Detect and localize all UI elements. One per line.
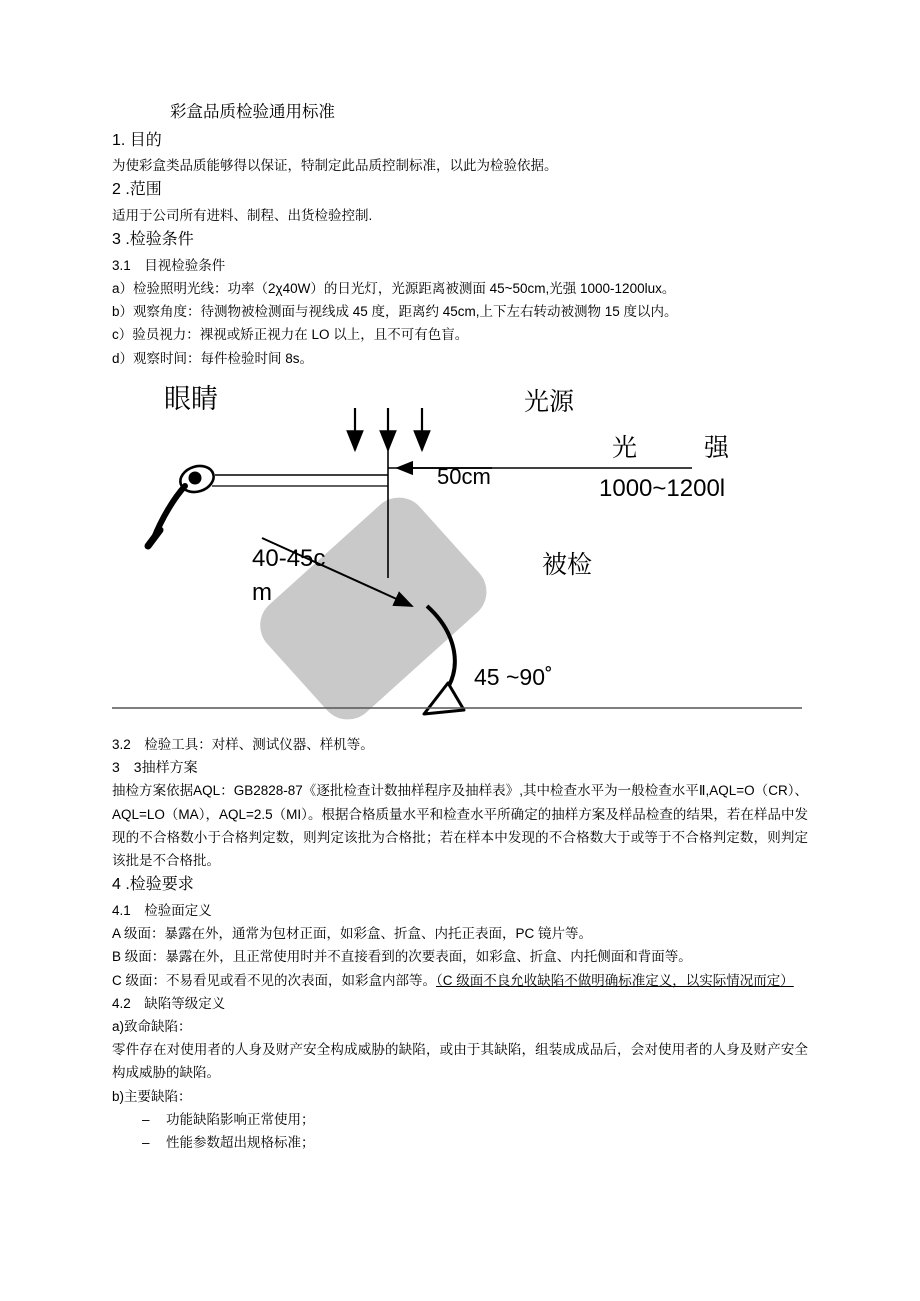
grade-c-line — [112, 969, 808, 992]
svg-text:1000~1200l: 1000~1200l — [599, 474, 726, 502]
svg-text:光: 光 — [612, 433, 638, 462]
grade-c-note: （C 级面不良允收缺陷不做明确标准定义，以实际情况而定） — [436, 972, 794, 988]
page-title: 彩盒品质检验通用标准 — [170, 103, 335, 121]
condition-line-d: d）观察时间：每件检验时间 8s。 — [112, 350, 314, 366]
defect-critical-label: a)致命缺陷： — [112, 1019, 192, 1035]
svg-text:50cm: 50cm — [437, 463, 491, 489]
sampling-paragraph: 抽检方案依据AQL：GB2828-87《逐批检查计数抽样程序及抽样表》,其中检查水平为一般检查水平Ⅱ,AQL=O（CR）、AQL=LO（MA），AQL=2.5（MI）。根据合格质量水平和检查水平所确定的抽样方案及样品检查的结果，若在样品中发现的不合格数小于合格判定数，则判定该批为合格批；若在样本中发现的不合格数大于或等于不合格判定数，则判定该批是不合格批。 — [112, 783, 808, 869]
svg-text:40-45c: 40-45c — [252, 544, 326, 572]
subsection-4-1-heading: 4.1 检验面定义 — [112, 902, 212, 918]
svg-text:眼睛: 眼睛 — [164, 383, 218, 414]
section-2-paragraph: 适用于公司所有进料、制程、出货检验控制. — [112, 207, 373, 223]
subsection-3-1-heading: 3.1 目视检验条件 — [112, 257, 226, 273]
condition-line-b: b）观察角度：待测物被检测面与视线成 45 度，距离约 45cm,上下左右转动被测物 15 度以内。 — [112, 304, 678, 320]
svg-text:45 ~90˚: 45 ~90˚ — [474, 663, 553, 690]
subsection-4-2-heading: 4.2 缺陷等级定义 — [112, 995, 226, 1011]
condition-line-c: c）验员视力：裸视或矫正视力在 LO 以上，且不可有色盲。 — [112, 327, 469, 343]
grade-c-text: C 级面：不易看见或看不见的次表面，如彩盒内部等。 — [112, 972, 436, 988]
sampling-heading: 3 3抽样方案 — [112, 759, 198, 776]
svg-text:强: 强 — [704, 433, 730, 462]
section-1-paragraph: 为使彩盒类品质能够得以保证，特制定此品质控制标准，以此为检验依据。 — [112, 158, 558, 174]
section-heading-2: 2 .范围 — [112, 181, 162, 199]
defect-critical-text: 零件存在对使用者的人身及财产安全构成威胁的缺陷，或由于其缺陷，组装成成品后，会对使用者的人身及财产安全构成威胁的缺陷。 — [112, 1042, 808, 1081]
defect-major-item-2-text: 性能参数超出规格标准； — [166, 1135, 315, 1151]
inspection-condition-diagram — [112, 378, 808, 723]
svg-text:光源: 光源 — [524, 387, 575, 416]
dash-marker: – — [142, 1135, 150, 1151]
svg-text:m: m — [252, 578, 272, 606]
dash-marker: – — [142, 1111, 150, 1127]
svg-text:被检: 被检 — [542, 550, 593, 579]
grade-b-line: B 级面：暴露在外，且正常使用时并不直接看到的次要表面，如彩盒、折盒、内托侧面和背面等。 — [112, 949, 692, 965]
defect-major-label: b)主要缺陷： — [112, 1088, 192, 1104]
grade-a-line: A 级面：暴露在外，通常为包材正面，如彩盒、折盒、内托正表面，PC 镜片等。 — [112, 926, 593, 942]
requirements-heading: 4 .检验要求 — [112, 876, 194, 894]
section-heading-3: 3 .检验条件 — [112, 231, 194, 249]
defect-major-item-1 — [142, 1108, 808, 1131]
condition-line-a: a）检验照明光线：功率（2χ40W）的日光灯，光源距离被测面 45~50cm,光强 1000-1200lux。 — [112, 281, 676, 296]
defect-major-item-2 — [142, 1131, 808, 1154]
defect-major-item-1-text: 功能缺陷影响正常使用； — [166, 1111, 315, 1127]
section-heading-1: 1. 目的 — [112, 131, 162, 149]
inspection-tools-line: 3.2 检验工具：对样、测试仪器、样机等。 — [112, 736, 374, 752]
